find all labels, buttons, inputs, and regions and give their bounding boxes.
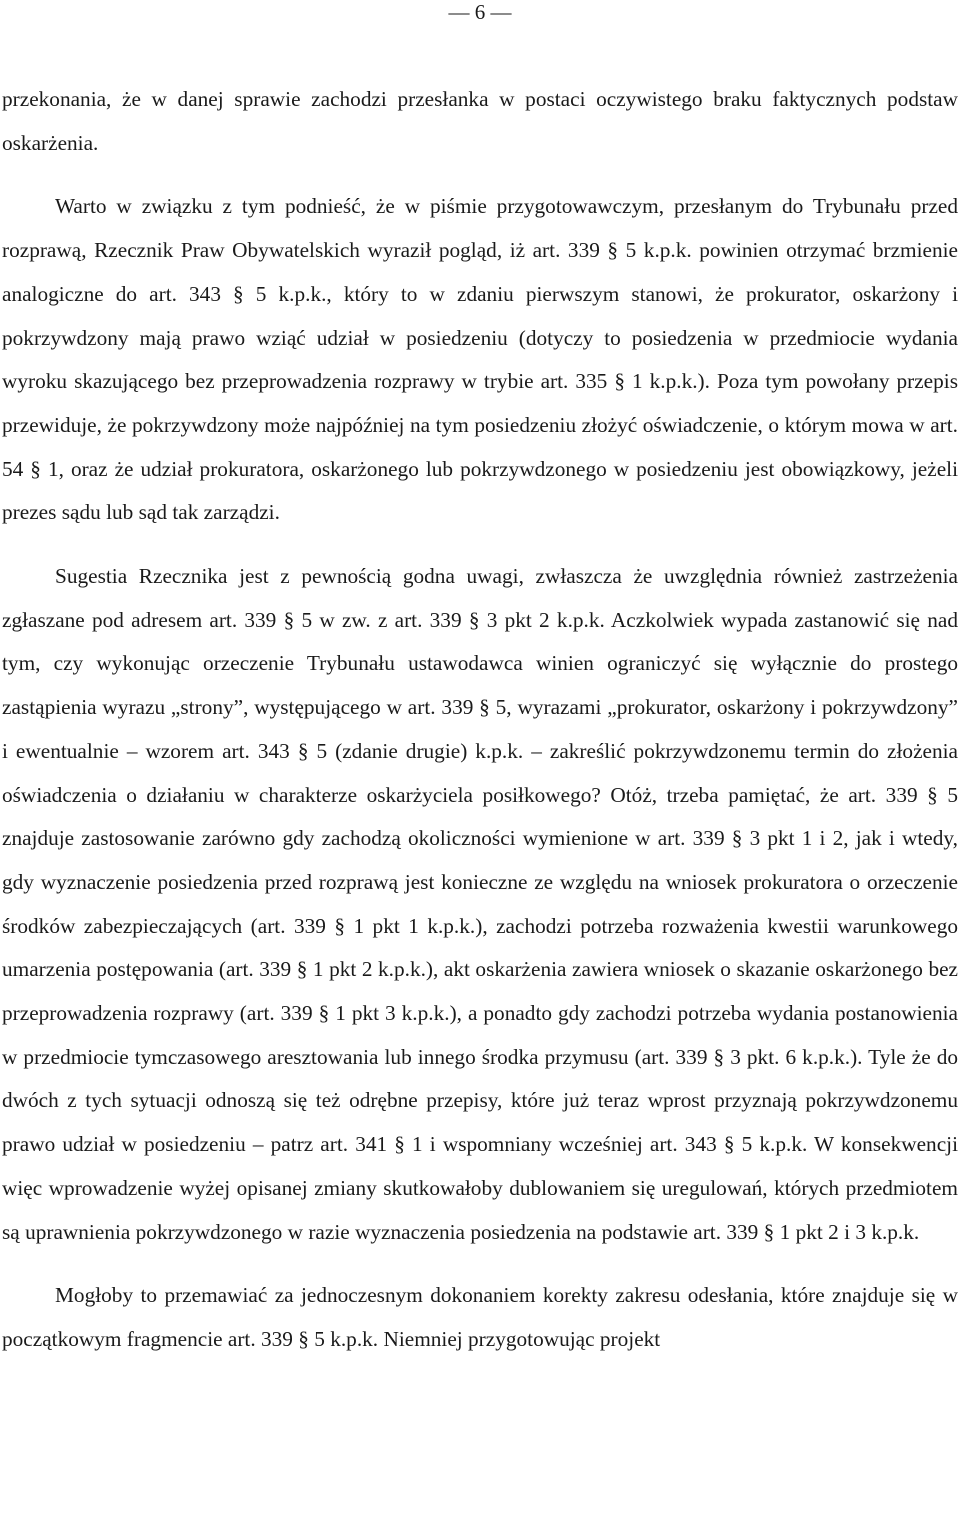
paragraph-4: Mogłoby to przemawiać za jednoczesnym dokonaniem korekty zakresu odesłania, które znajduje się w początkowym fragmencie art. 339 § 5 k.p.k. Niemniej przygotowując projekt — [2, 1283, 958, 1351]
paragraph-3: Sugestia Rzecznika jest z pewnością godna uwagi, zwłaszcza że uwzględnia również zastrzeżenia zgłaszane pod adresem art. 339 § 5 w zw. z art. 339 § 3 pkt 2 k.p.k. Aczkolwiek wypada zastanowić się nad tym, czy wykonując orzeczenie Trybunału ustawodawca winien ograniczyć się wyłącznie do prostego zastąpienia wyrazu „strony”, występującego w art. 339 § 5, wyrazami „prokurator, oskarżony i pokrzywdzony” i ewentualnie – wzorem art. 343 § 5 (zdanie drugie) k.p.k. – zakreślić pokrzywdzonemu termin do złożenia oświadczenia o działaniu w charakterze oskarżyciela posiłkowego? Otóż, trzeba pamiętać, że art. 339 § 5 znajduje zastosowanie zarówno gdy zachodzą okoliczności wymienione w art. 339 § 3 pkt 1 i 2, jak i wtedy, gdy wyznaczenie posiedzenia przed rozprawą jest konieczne ze względu na wniosek prokuratora o orzeczenie środków zabezpieczających (art. 339 § 1 pkt 1 k.p.k.), zachodzi potrzeba rozważenia kwestii warunkowego umarzenia postępowania (art. 339 § 1 pkt 2 k.p.k.), akt oskarżenia zawiera wniosek o skazanie oskarżonego bez przeprowadzenia rozprawy (art. 339 § 1 pkt 3 k.p.k.), a ponadto gdy zachodzi potrzeba wydania postanowienia w przedmiocie tymczasowego aresztowania lub innego środka przymusu (art. 339 § 3 pkt. 6 k.p.k.). Tyle że do dwóch z tych sytuacji odnoszą się też odrębne przepisy, które już teraz wprost przyznają pokrzywdzonemu prawo udział w posiedzeniu – patrz art. 341 § 1 i wspomniany wcześniej art. 343 § 5 k.p.k. W konsekwencji więc wprowadzenie wyżej opisanej zmiany skutkowałoby dublowaniem się uregulowań, których przedmiotem są uprawnienia pokrzywdzonego w razie wyznaczenia posiedzenia na podstawie art. 339 § 1 pkt 2 i 3 k.p.k. — [2, 564, 958, 1244]
paragraph-1: przekonania, że w danej sprawie zachodzi przesłanka w postaci oczywistego braku faktycznych podstaw oskarżenia. — [2, 87, 958, 155]
paragraph-2: Warto w związku z tym podnieść, że w piśmie przygotowawczym, przesłanym do Trybunału przed rozprawą, Rzecznik Praw Obywatelskich wyraził pogląd, iż art. 339 § 5 k.p.k. powinien otrzymać brzmienie analogiczne do art. 343 § 5 k.p.k., który to w zdaniu pierwszym stanowi, że prokurator, oskarżony i pokrzywdzony mają prawo wziąć udział w posiedzeniu (dotyczy to posiedzenia w przedmiocie wydania wyroku skazującego bez przeprowadzenia rozprawy w trybie art. 335 § 1 k.p.k.). Poza tym powołany przepis przewiduje, że pokrzywdzony może najpóźniej na tym posiedzeniu złożyć oświadczenie, o którym mowa w art. 54 § 1, oraz że udział prokuratora, oskarżonego lub pokrzywdzonego w posiedzeniu jest obowiązkowy, jeżeli prezes sądu lub sąd tak zarządzi. — [2, 194, 958, 525]
page-number: — 6 — — [448, 0, 512, 24]
document-body — [2, 78, 958, 1362]
